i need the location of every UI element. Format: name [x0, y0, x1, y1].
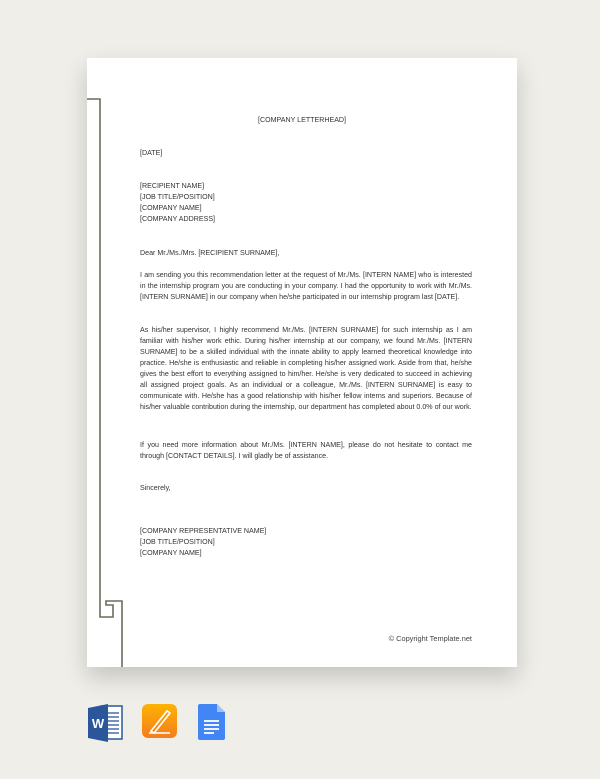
copyright: © Copyright Template.net — [388, 634, 472, 643]
recipient-name: [RECIPIENT NAME] — [140, 182, 205, 190]
paragraph-1: I am sending you this recommendation letter at the request of Mr./Ms. [INTERN NAME] who is interested in the internship program you are conducting in your company. I had the opportunity to work with Mr./Ms. [INTERN SURNAME] in our company when he/she participated in our internship program last [DATE]. — [140, 271, 472, 301]
closing: Sincerely, — [140, 484, 171, 492]
signature-name: [COMPANY REPRESENTATIVE NAME] — [140, 527, 267, 535]
google-docs-icon[interactable] — [198, 704, 226, 740]
salutation: Dear Mr./Ms./Mrs. [RECIPIENT SURNAME], — [140, 249, 280, 257]
paragraph-2: As his/her supervisor, I highly recommend Mr./Ms. [INTERN SURNAME] for such internship as I am familiar with his/her work ethic. During his/her internship at our company, we found Mr./Ms. [INTERN SURNAME] to be a skilled individual with the innate ability to apply learned theoretical knowledge into practice. He/she is enthusiastic and reliable in completing his/her assigned work. Aside from that, he/she gives the best effort to everything assigned to him/her. He/she is very dedicated to succeed in achieving all assigned project goals. As an individual or a colleague, Mr./Ms. [INTERN SURNAME] is easy to communicate with. He/she has a good relationship with his/her fellow interns and superiors. Because of his/her valuable contribution during the internship, our department has completed about 0.0% of our work. — [140, 326, 472, 411]
signature-title: [JOB TITLE/POSITION] — [140, 538, 215, 546]
date: [DATE] — [140, 149, 163, 157]
svg-text:W: W — [91, 716, 105, 731]
letterhead: [COMPANY LETTERHEAD] — [257, 116, 347, 124]
recipient-title: [JOB TITLE/POSITION] — [140, 193, 215, 201]
recipient-address: [COMPANY ADDRESS] — [140, 215, 216, 223]
recipient-company: [COMPANY NAME] — [140, 204, 202, 212]
signature-company: [COMPANY NAME] — [140, 549, 202, 557]
paragraph-3: If you need more information about Mr./Ms. [INTERN NAME], please do not hesitate to contact me through [CONTACT DETAILS]. I will gladly be of assistance. — [140, 441, 472, 460]
apple-pages-icon[interactable] — [142, 704, 177, 739]
microsoft-word-icon[interactable] — [88, 704, 124, 742]
